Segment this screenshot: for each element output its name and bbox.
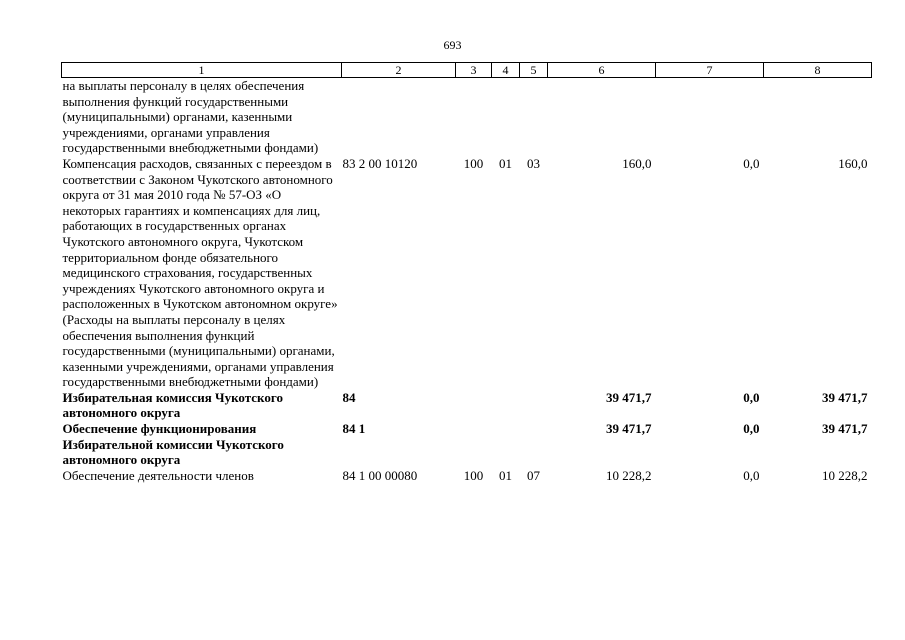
row-code xyxy=(342,78,456,156)
row-value-2: 0,0 xyxy=(743,389,760,405)
row-code: 84 1 xyxy=(342,421,366,437)
header-cell: 7 xyxy=(656,63,764,78)
row-value-1: 160,0 xyxy=(622,155,652,171)
row-rz: 01 xyxy=(499,155,512,171)
budget-table xyxy=(61,62,872,483)
row-value-1: 39 471,7 xyxy=(606,421,652,437)
header-cell: 6 xyxy=(548,63,656,78)
row-name: Компенсация расходов, связанных с переездом в соответствии с Законом Чукотского автономного округа от 31 мая 2010 года № 57-ОЗ «О некоторых гарантиях и компенсациях для лиц, работающих в государственных органах Чукотского автономного округа, Чукотском территориальном фонде обязательного медицинского страхования, государственных учреждениях Чукотского автономного округа и расположенных в Чукотском автономном округе» (Расходы на выплаты персоналу в целях обеспечения выполнения функций государственными (муниципальными) органами, казенными учреждениями, органами управления государственными внебюджетными фондами) xyxy=(62,155,338,390)
row-vr xyxy=(456,78,492,156)
row-rz xyxy=(492,78,520,156)
row-pr: 03 xyxy=(527,155,540,171)
table-row xyxy=(62,390,872,421)
header-cell: 5 xyxy=(520,63,548,78)
row-vr: 100 xyxy=(463,467,484,483)
header-cell: 3 xyxy=(456,63,492,78)
row-vr xyxy=(456,390,492,421)
row-value-3: 160,0 xyxy=(838,155,868,171)
table-row xyxy=(62,78,872,156)
row-name: на выплаты персоналу в целях обеспечения выполнения функций государственными (муниципальными) органами, казенными учреждениями, органами управления государственными внебюджетными фондами) xyxy=(62,78,319,156)
row-vr xyxy=(456,421,492,468)
row-value-1 xyxy=(548,78,656,156)
row-pr xyxy=(520,78,548,156)
row-value-3: 10 228,2 xyxy=(822,467,868,483)
row-rz: 01 xyxy=(499,467,512,483)
row-value-2: 0,0 xyxy=(743,467,760,483)
page-number: 693 xyxy=(443,38,462,52)
row-name: Обеспечение деятельности членов xyxy=(62,467,254,483)
row-value-3: 39 471,7 xyxy=(822,389,868,405)
row-value-3: 39 471,7 xyxy=(822,421,868,437)
header-cell: 4 xyxy=(492,63,520,78)
header-cell: 1 xyxy=(62,63,342,78)
row-pr xyxy=(520,421,548,468)
table-row xyxy=(62,468,872,484)
row-value-3 xyxy=(764,78,872,156)
header-cell: 2 xyxy=(342,63,456,78)
row-value-2 xyxy=(656,78,764,156)
row-code: 84 1 00 00080 xyxy=(342,467,418,483)
table-row xyxy=(62,156,872,390)
row-value-2: 0,0 xyxy=(743,421,760,437)
row-code: 84 xyxy=(342,389,356,405)
row-vr: 100 xyxy=(463,155,484,171)
row-pr: 07 xyxy=(527,467,540,483)
row-code: 83 2 00 10120 xyxy=(342,155,418,171)
row-rz xyxy=(492,390,520,421)
row-value-2: 0,0 xyxy=(743,155,760,171)
row-name: Обеспечение функционирования Избирательной комиссии Чукотского автономного округа xyxy=(62,421,284,468)
table-header-row xyxy=(62,63,872,78)
row-value-1: 10 228,2 xyxy=(606,467,652,483)
row-name: Избирательная комиссия Чукотского автономного округа xyxy=(62,389,283,421)
row-pr xyxy=(520,390,548,421)
table-row xyxy=(62,421,872,468)
header-cell: 8 xyxy=(764,63,872,78)
row-rz xyxy=(492,421,520,468)
row-value-1: 39 471,7 xyxy=(606,389,652,405)
